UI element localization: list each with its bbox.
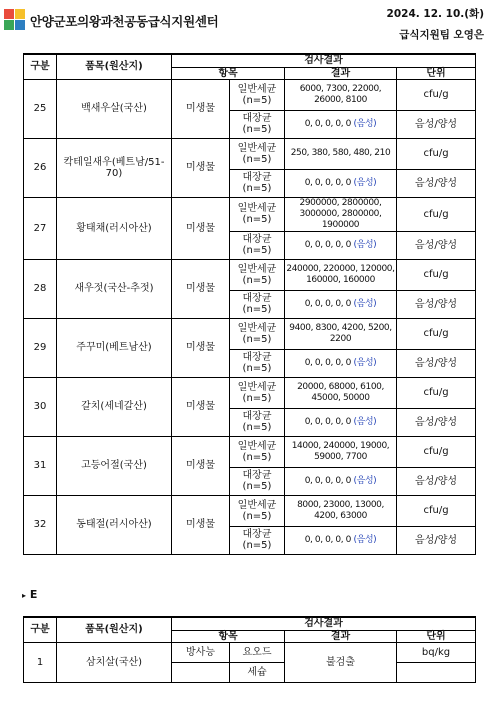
test-subtype: 요오드 (230, 642, 285, 662)
item-name: 황태채(러시아산) (57, 197, 172, 259)
test-type-cell (230, 408, 285, 436)
test-type: 대장균 (242, 352, 272, 363)
sample-count: (n=5) (242, 392, 272, 404)
negative-label: (음성) (353, 298, 377, 309)
table-row (24, 436, 476, 467)
test-type: 일반세균 (237, 142, 277, 154)
negative-label: (음성) (353, 357, 377, 368)
test-type: 일반세균 (237, 263, 277, 275)
col-header-no: 구분 (24, 54, 57, 79)
center-logo-icon (4, 9, 26, 31)
unit: cfu/g (397, 495, 476, 526)
col-header-result: 검사결과 (172, 617, 476, 630)
document-header (0, 0, 490, 50)
test-type: 대장균 (242, 529, 272, 540)
test-type: 대장균 (242, 172, 272, 183)
report-date: 2024. 12. 10.(화) (386, 8, 484, 20)
sample-count: (n=5) (242, 153, 272, 165)
item-name: 동태절(러시아산) (57, 495, 172, 554)
item-name: 삼치살(국산) (57, 642, 172, 682)
test-type: 대장균 (242, 293, 272, 304)
sample-count: (n=5) (242, 124, 272, 135)
unit: 음성/양성 (397, 526, 476, 554)
test-type-cell (230, 495, 285, 526)
unit: cfu/g (397, 197, 476, 231)
test-values-text: 0, 0, 0, 0, 0 (304, 118, 352, 129)
unit: 음성/양성 (397, 349, 476, 377)
test-type-cell (230, 231, 285, 259)
col-header-unit: 단위 (397, 630, 476, 642)
sample-count: (n=5) (242, 214, 272, 225)
table-row (24, 197, 476, 231)
unit: cfu/g (397, 259, 476, 290)
sample-count: (n=5) (242, 481, 272, 492)
row-number: 31 (24, 436, 57, 495)
unit: 음성/양성 (397, 467, 476, 495)
inspection-results-table (23, 53, 476, 555)
test-type: 일반세균 (237, 322, 277, 334)
test-values: 240000, 220000, 120000, 160000, 160000 (285, 259, 397, 290)
item-name: 새우젓(국산-추젓) (57, 259, 172, 318)
radiation-results-table (23, 616, 476, 683)
row-number: 32 (24, 495, 57, 554)
col-header-no: 구분 (24, 617, 57, 642)
test-values (285, 467, 397, 495)
test-category: 방사능 (172, 642, 230, 662)
col-header-category: 항목 (172, 67, 285, 79)
unit: 음성/양성 (397, 169, 476, 197)
row-number: 28 (24, 259, 57, 318)
test-type-cell (230, 259, 285, 290)
test-values (285, 526, 397, 554)
test-category: 미생물 (172, 436, 230, 495)
negative-label: (음성) (353, 177, 377, 188)
organization-name: 안양군포의왕과천공동급식지원센터 (30, 14, 219, 29)
row-number: 30 (24, 377, 57, 436)
test-type-cell (230, 79, 285, 110)
row-number: 1 (24, 642, 57, 682)
row-number: 25 (24, 79, 57, 138)
item-name: 칵테일새우(베트남/51-70) (57, 138, 172, 197)
test-values: 8000, 23000, 13000, 4200, 63000 (285, 495, 397, 526)
test-values: 2900000, 2800000, 3000000, 2800000, 1900000 (285, 197, 397, 231)
unit: 음성/양성 (397, 110, 476, 138)
test-values: 20000, 68000, 6100, 45000, 50000 (285, 377, 397, 408)
sample-count: (n=5) (242, 510, 272, 522)
test-values-text: 0, 0, 0, 0, 0 (304, 416, 352, 427)
test-type: 대장균 (242, 411, 272, 422)
test-values: 250, 380, 580, 480, 210 (285, 138, 397, 169)
test-values (285, 408, 397, 436)
test-type: 일반세균 (237, 203, 277, 214)
unit: cfu/g (397, 79, 476, 110)
unit: cfu/g (397, 318, 476, 349)
test-category: 미생물 (172, 79, 230, 138)
section-title: E (29, 588, 38, 601)
test-type-cell (230, 377, 285, 408)
negative-label: (음성) (353, 534, 377, 545)
test-type-cell (230, 138, 285, 169)
test-values-text: 0, 0, 0, 0, 0 (304, 298, 352, 309)
test-type: 일반세균 (237, 83, 277, 95)
sample-count: (n=5) (242, 94, 272, 106)
test-type-cell (230, 436, 285, 467)
item-name: 갈치(세네갈산) (57, 377, 172, 436)
unit: bq/kg (397, 642, 476, 662)
row-number: 26 (24, 138, 57, 197)
negative-label: (음성) (353, 416, 377, 427)
test-type: 일반세균 (237, 499, 277, 511)
test-type: 일반세균 (237, 381, 277, 393)
test-type: 대장균 (242, 470, 272, 481)
test-values-text: 0, 0, 0, 0, 0 (304, 475, 352, 486)
table-row (24, 138, 476, 169)
item-name: 고등어절(국산) (57, 436, 172, 495)
test-values-text: 0, 0, 0, 0, 0 (304, 357, 352, 368)
test-values-text: 0, 0, 0, 0, 0 (304, 534, 352, 545)
unit: cfu/g (397, 377, 476, 408)
sample-count: (n=5) (242, 274, 272, 286)
unit: cfu/g (397, 436, 476, 467)
test-values (285, 349, 397, 377)
negative-label: (음성) (353, 118, 377, 129)
unit: 음성/양성 (397, 408, 476, 436)
test-values-text: 0, 0, 0, 0, 0 (304, 177, 352, 188)
sample-count: (n=5) (242, 183, 272, 194)
test-values: 6000, 7300, 22000, 26000, 8100 (285, 79, 397, 110)
sample-count: (n=5) (242, 422, 272, 433)
item-name: 주꾸미(베트남산) (57, 318, 172, 377)
row-number: 27 (24, 197, 57, 259)
unit-empty (397, 662, 476, 682)
test-category: 미생물 (172, 197, 230, 259)
negative-label: (음성) (353, 239, 377, 250)
col-header-unit: 단위 (397, 67, 476, 79)
sample-count: (n=5) (242, 333, 272, 345)
table-row (24, 79, 476, 110)
row-number: 29 (24, 318, 57, 377)
test-type: 일반세균 (237, 440, 277, 452)
unit: 음성/양성 (397, 290, 476, 318)
test-result: 불검출 (285, 642, 397, 682)
table-row (24, 318, 476, 349)
test-type-cell (230, 318, 285, 349)
unit: 음성/양성 (397, 231, 476, 259)
col-header-item: 품목(원산지) (57, 617, 172, 642)
test-type-cell (230, 197, 285, 231)
section-e-heading (22, 588, 37, 601)
test-type-cell (230, 467, 285, 495)
test-category: 미생물 (172, 377, 230, 436)
test-type-cell (230, 169, 285, 197)
test-values: 9400, 8300, 4200, 5200, 2200 (285, 318, 397, 349)
sample-count: (n=5) (242, 540, 272, 551)
test-values (285, 169, 397, 197)
test-type-cell (230, 110, 285, 138)
test-category: 미생물 (172, 138, 230, 197)
test-category-empty (172, 662, 230, 682)
test-category: 미생물 (172, 495, 230, 554)
col-header-item: 품목(원산지) (57, 54, 172, 79)
item-name: 백새우살(국산) (57, 79, 172, 138)
test-values (285, 290, 397, 318)
test-subtype: 세슘 (230, 662, 285, 682)
test-category: 미생물 (172, 318, 230, 377)
sample-count: (n=5) (242, 451, 272, 463)
negative-label: (음성) (353, 475, 377, 486)
sample-count: (n=5) (242, 245, 272, 256)
table-row (24, 259, 476, 290)
test-type-cell (230, 349, 285, 377)
test-type-cell (230, 290, 285, 318)
table-row (24, 377, 476, 408)
test-values: 14000, 240000, 19000, 59000, 7700 (285, 436, 397, 467)
section-marker-icon: ▸ (22, 591, 27, 600)
col-header-category: 항목 (172, 630, 285, 642)
test-type: 대장균 (242, 113, 272, 124)
col-header-value: 결과 (285, 630, 397, 642)
test-values (285, 231, 397, 259)
test-category: 미생물 (172, 259, 230, 318)
author-team: 급식지원팀 오영은 (399, 29, 484, 41)
col-header-result: 검사결과 (172, 54, 476, 67)
col-header-value: 결과 (285, 67, 397, 79)
test-values-text: 0, 0, 0, 0, 0 (304, 239, 352, 250)
test-type: 대장균 (242, 234, 272, 245)
test-values (285, 110, 397, 138)
sample-count: (n=5) (242, 304, 272, 315)
test-type-cell (230, 526, 285, 554)
sample-count: (n=5) (242, 363, 272, 374)
unit: cfu/g (397, 138, 476, 169)
table-row (24, 495, 476, 526)
